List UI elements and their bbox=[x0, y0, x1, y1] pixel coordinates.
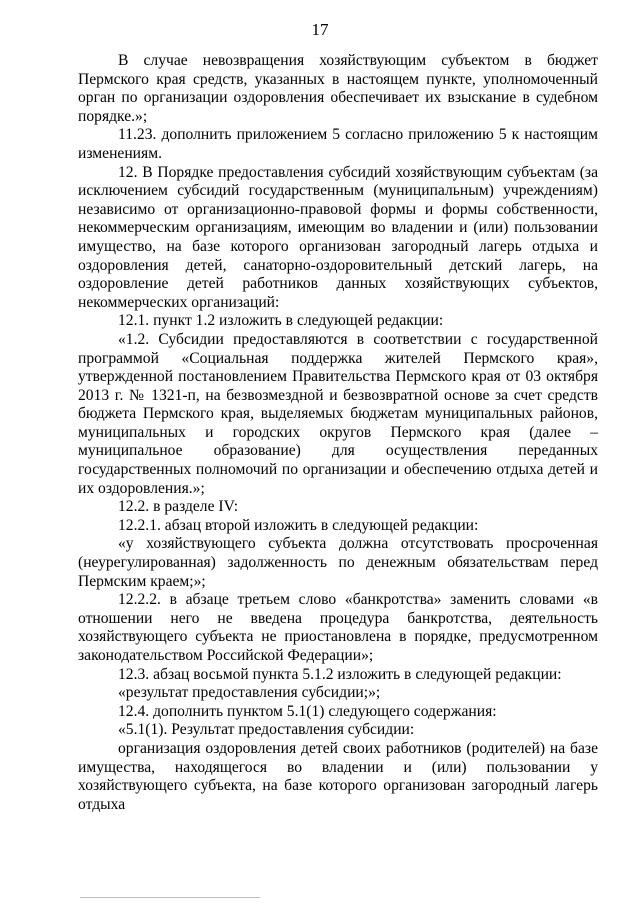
paragraph: 12.4. дополнить пунктом 5.1(1) следующего содержания: bbox=[118, 702, 497, 720]
paragraph: «у хозяйствующего субъекта должна отсутствовать просроченная (неурегулированная) задолженность по денежным обязательствам перед Пермским краем;»; bbox=[78, 535, 598, 590]
paragraph: 12.2.2. в абзаце третьем слово «банкротства» заменить словами «в отношении него не введена процедура банкротства, деятельность хозяйствующего субъекта не приостановлена в порядке, предусмотренном законодательством Российской Федерации»; bbox=[78, 591, 598, 664]
paragraph: 12.3. абзац восьмой пункта 5.1.2 изложить в следующей редакции: bbox=[118, 665, 562, 683]
paragraph: 12.2. в разделе IV: bbox=[118, 498, 239, 516]
paragraph: организация оздоровления детей своих работников (родителей) на базе имущества, находящегося во владении и (или) пользовании у хозяйствующего субъекта, на базе которого организован загородный лагерь отдыха bbox=[78, 739, 598, 813]
paragraph: 12. В Порядке предоставления субсидий хозяйствующим субъектам (за исключением субсидий государственным (муниципальным) учреждениям) независимо от организационно-правовой формы и формы собственности, некоммерческим организациям, имеющим во владении и (или) пользовании имущество, на базе которого организован загородный лагерь отдыха и оздоровления детей, санаторно-оздоровительный детский лагерь, на оздоровление детей работников данных хозяйствующих субъектов, некоммерческих организаций: bbox=[78, 163, 598, 311]
footer-divider bbox=[80, 897, 260, 898]
paragraph: «результат предоставления субсидии;»; bbox=[118, 684, 381, 702]
page-number: 17 bbox=[311, 20, 329, 39]
paragraph: «1.2. Субсидии предоставляются в соответствии с государственной программой «Социальная поддержка жителей Пермского края», утвержденной постановлением Правительства Пермского края от 03 октября 2013 г. № 1321-п, на безвозмездной и безвозвратной основе за счет средств бюджета Пермского края, выделяемых бюджетам муниципальных районов, муниципальных и городских округов Пермского края (далее – муниципальное образование) для осуществления переданных государственных полномочий по организации и обеспечению отдыха детей и их оздоровления.»; bbox=[78, 330, 598, 497]
paragraph: 11.23. дополнить приложением 5 согласно приложению 5 к настоящим изменениям. bbox=[78, 126, 598, 162]
paragraph: 12.2.1. абзац второй изложить в следующей редакции: bbox=[118, 516, 479, 534]
paragraph: В случае невозвращения хозяйствующим субъектом в бюджет Пермского края средств, указанных в настоящем пункте, уполномоченный орган по организации оздоровления обеспечивает их взыскание в судебном порядке.»; bbox=[78, 52, 598, 125]
paragraph: 12.1. пункт 1.2 изложить в следующей редакции: bbox=[118, 312, 444, 330]
paragraph: «5.1(1). Результат предоставления субсидии: bbox=[118, 721, 415, 739]
document-body bbox=[78, 52, 598, 814]
